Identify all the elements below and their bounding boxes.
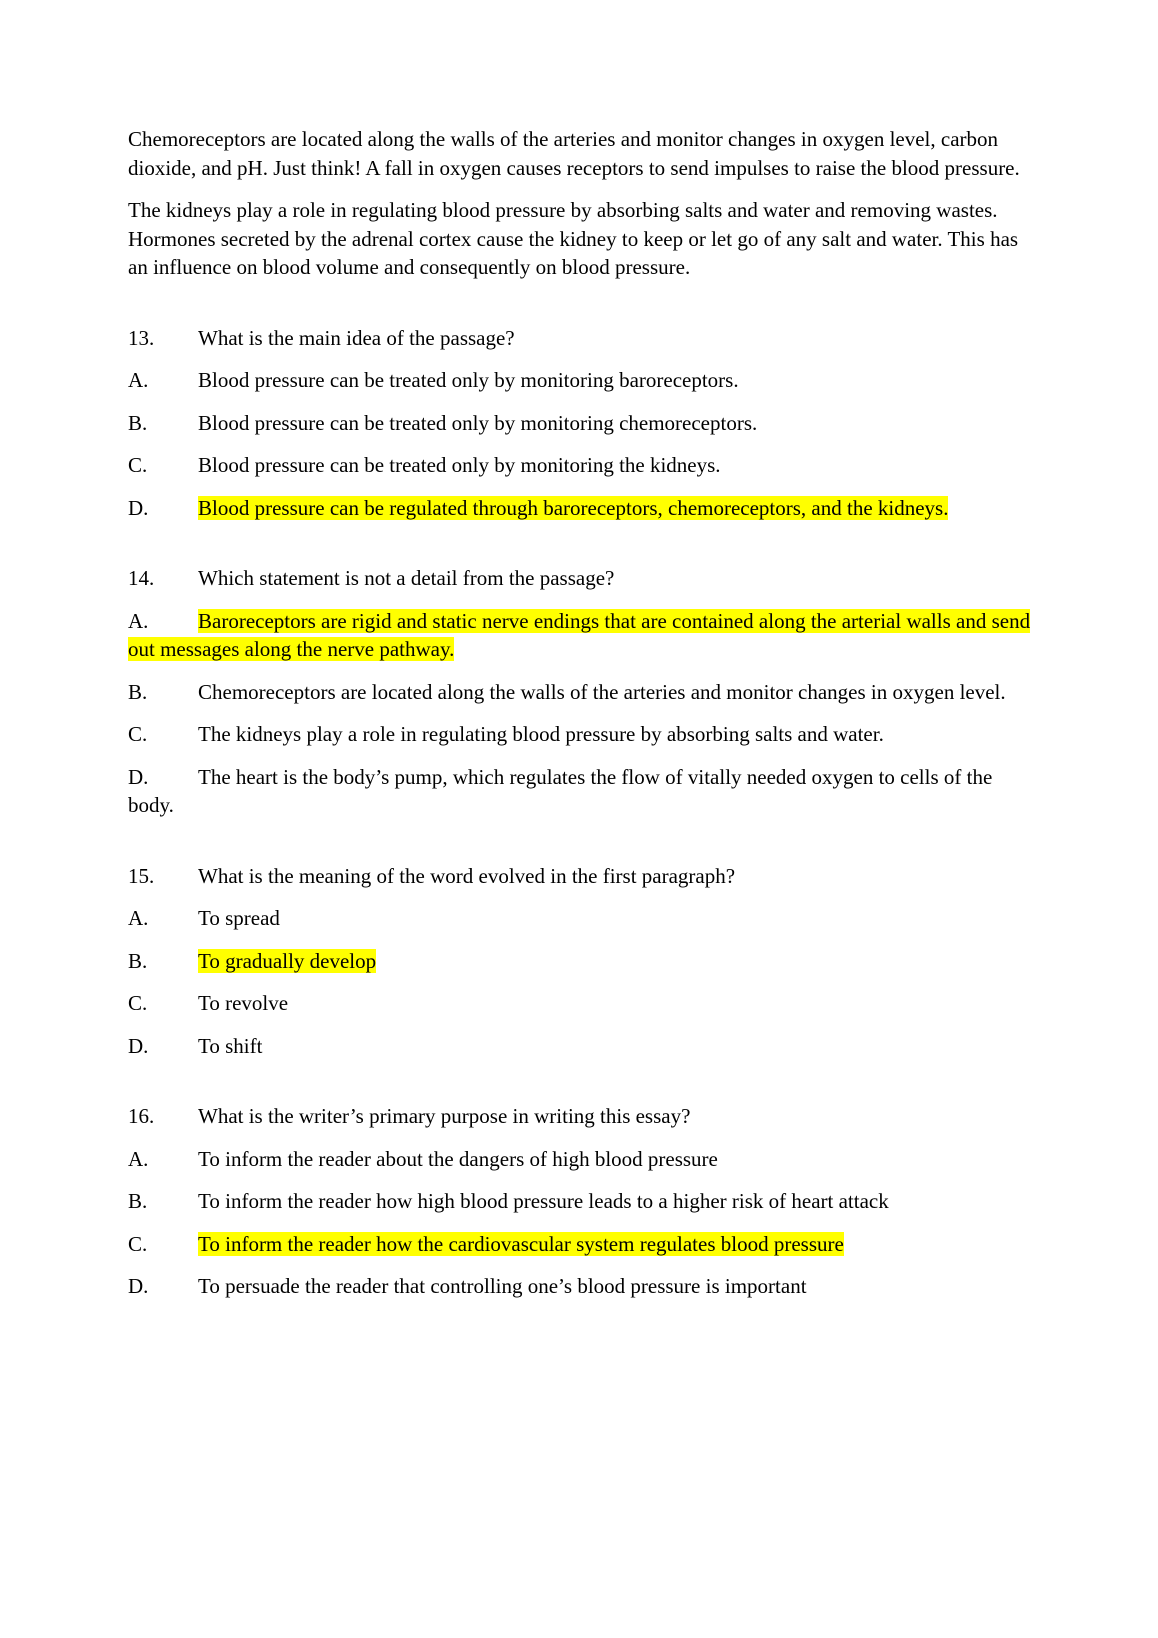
option-letter: D. — [128, 1274, 149, 1298]
answer-option-highlighted — [128, 947, 1033, 976]
option-text: Chemoreceptors are located along the walls of the arteries and monitor changes in oxygen level. — [198, 679, 1006, 704]
passage-paragraph: Chemoreceptors are located along the walls of the arteries and monitor changes in oxygen level, carbon dioxide, and pH. Just think! A fall in oxygen causes receptors to send impulses to raise the blood pressure. — [128, 127, 1020, 180]
option-text-highlighted: To inform the reader how the cardiovascular system regulates blood pressure — [198, 1231, 844, 1256]
option-letter: B. — [128, 410, 148, 435]
option-text: The kidneys play a role in regulating blood pressure by absorbing salts and water. — [198, 722, 884, 746]
answer-option — [128, 1145, 1033, 1174]
question-text: What is the writer’s primary purpose in writing this essay? — [198, 1104, 691, 1128]
question-stem — [128, 1102, 1033, 1131]
answer-option — [128, 904, 1033, 933]
answer-option — [128, 1272, 1033, 1301]
option-letter: A. — [128, 1146, 149, 1171]
question-text: What is the meaning of the word evolved in the first paragraph? — [198, 863, 736, 888]
answer-option — [128, 678, 1033, 707]
option-text: To revolve — [198, 991, 289, 1015]
answer-option-highlighted — [128, 607, 1033, 664]
passage-paragraph: The kidneys play a role in regulating blood pressure by absorbing salts and water and removing wastes. Hormones secreted by the adrenal cortex cause the kidney to keep or let go of any salt and water. This has an influence on blood volume and consequently on blood pressure. — [128, 198, 1019, 279]
answer-option — [128, 366, 1033, 395]
option-letter: A. — [128, 368, 149, 392]
option-text-highlighted: To gradually develop — [198, 948, 377, 973]
question-stem — [128, 324, 1033, 353]
option-letter: C. — [128, 453, 148, 477]
option-letter: D. — [128, 495, 149, 520]
option-letter: A. — [128, 608, 149, 633]
option-letter: D. — [128, 1033, 149, 1058]
question-number: 14. — [128, 566, 155, 590]
option-letter: B. — [128, 948, 148, 973]
option-letter: C. — [128, 1231, 148, 1256]
answer-option — [128, 1032, 1033, 1061]
question-15 — [128, 862, 1033, 1061]
question-stem — [128, 862, 1033, 891]
answer-option — [128, 451, 1033, 480]
answer-option-highlighted — [128, 494, 1033, 523]
option-letter: B. — [128, 679, 148, 704]
option-text: To persuade the reader that controlling one’s blood pressure is important — [198, 1274, 807, 1298]
option-text: Blood pressure can be treated only by monitoring chemoreceptors. — [198, 410, 758, 435]
answer-option — [128, 720, 1033, 749]
document-page — [128, 125, 1033, 1315]
question-text: Which statement is not a detail from the passage? — [198, 566, 615, 590]
option-text-highlighted: Blood pressure can be regulated through baroreceptors, chemoreceptors, and the kidneys. — [198, 495, 949, 520]
option-text: Blood pressure can be treated only by monitoring baroreceptors. — [198, 368, 739, 392]
option-text: To inform the reader how high blood pressure leads to a higher risk of heart attack — [198, 1189, 889, 1213]
option-letter: D. — [128, 764, 149, 789]
option-text: Blood pressure can be treated only by monitoring the kidneys. — [198, 453, 721, 477]
answer-option-highlighted — [128, 1230, 1033, 1259]
question-stem — [128, 564, 1033, 593]
question-text: What is the main idea of the passage? — [198, 325, 515, 350]
question-13 — [128, 324, 1033, 523]
question-14 — [128, 564, 1033, 820]
option-letter: C. — [128, 722, 148, 746]
option-text-highlighted: Baroreceptors are rigid and static nerve endings that are contained along the arterial walls and send out messages along the nerve pathway. — [128, 608, 1031, 661]
question-number: 15. — [128, 863, 155, 888]
question-number: 13. — [128, 325, 155, 350]
option-text: To inform the reader about the dangers of high blood pressure — [198, 1146, 718, 1171]
option-text: The heart is the body’s pump, which regulates the flow of vitally needed oxygen to cells of the body. — [128, 764, 993, 817]
answer-option — [128, 1187, 1033, 1216]
option-text: To shift — [198, 1033, 263, 1058]
answer-option — [128, 409, 1033, 438]
option-letter: B. — [128, 1189, 148, 1213]
answer-option — [128, 763, 1033, 820]
option-letter: C. — [128, 991, 148, 1015]
option-letter: A. — [128, 906, 149, 930]
answer-option — [128, 989, 1033, 1018]
question-number: 16. — [128, 1104, 155, 1128]
option-text: To spread — [198, 906, 280, 930]
question-16 — [128, 1102, 1033, 1301]
